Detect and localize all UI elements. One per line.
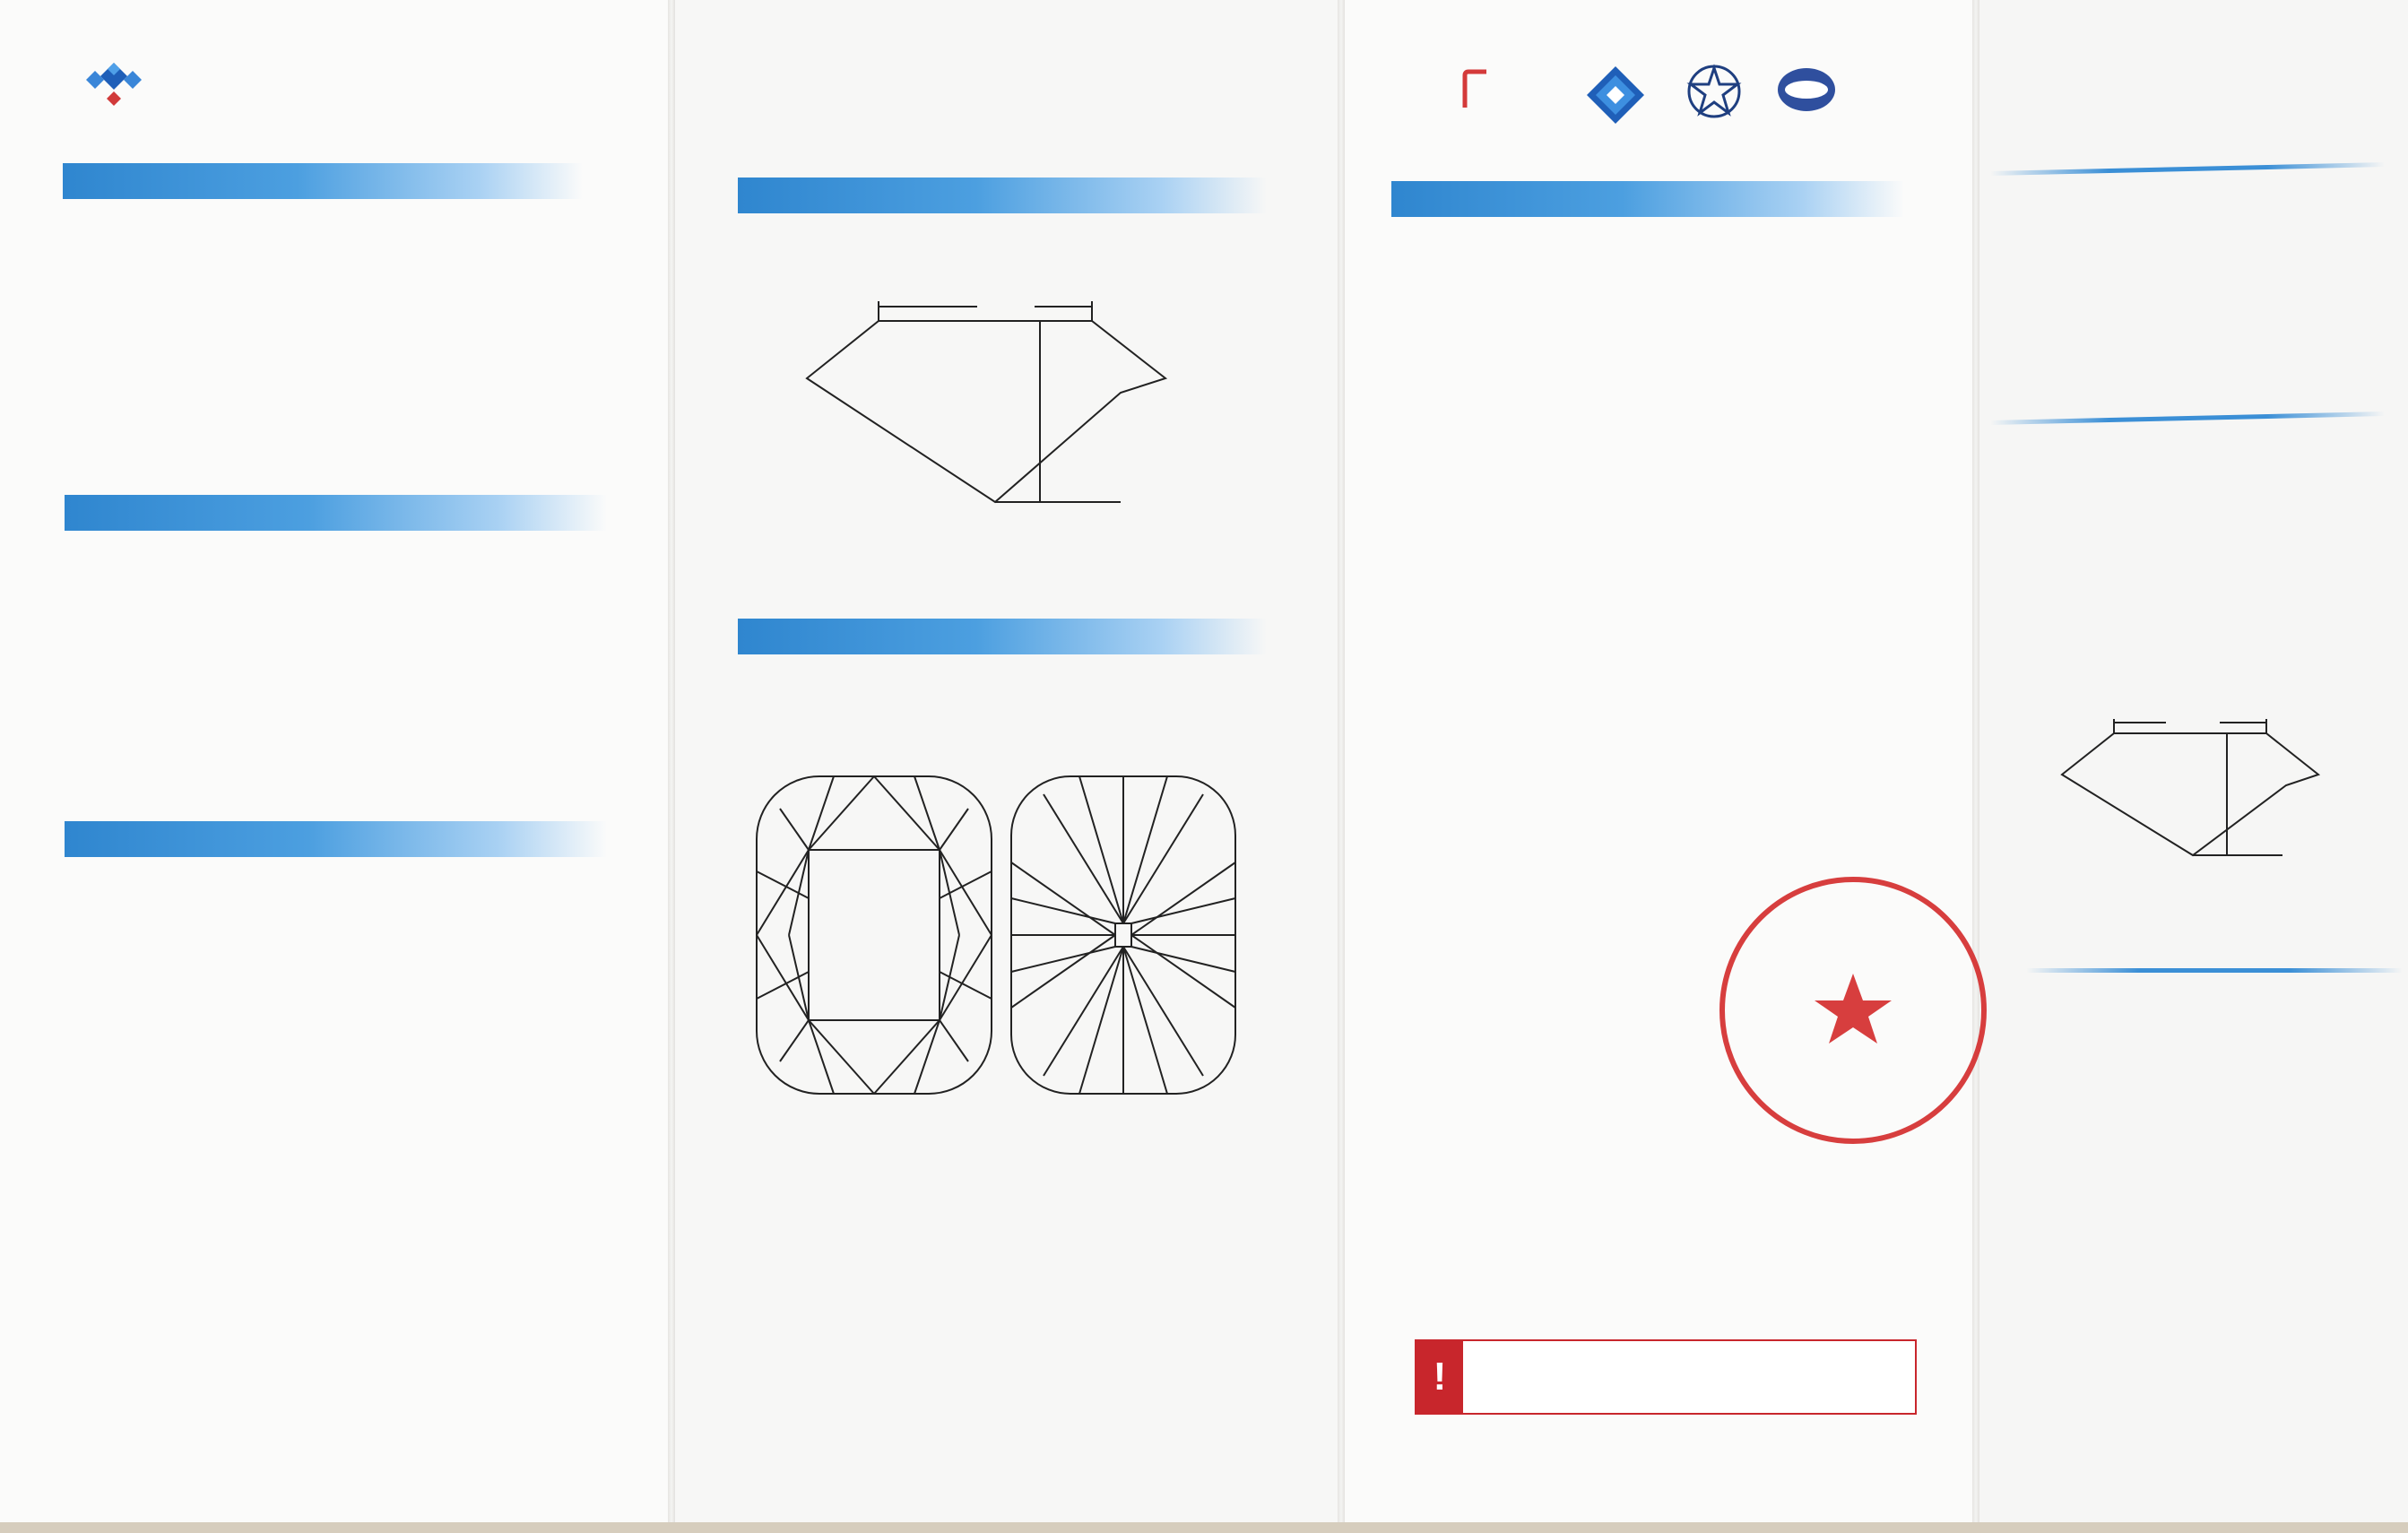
cut-scale — [1818, 314, 1908, 950]
fjk-logo-icon — [1685, 63, 1743, 120]
divider — [2026, 968, 2403, 973]
paper-edge-bottom — [0, 1522, 2408, 1533]
section-header-grading-scales — [1391, 181, 1904, 217]
section-header-conclusion — [63, 163, 583, 199]
section-header-grading-results — [65, 495, 607, 531]
exclamation-icon: ! — [1416, 1341, 1463, 1413]
color-scale — [1416, 314, 1506, 950]
cma-logo-icon — [1460, 68, 1542, 131]
barcode — [993, 1309, 1277, 1355]
summary-proportion-diagram — [2058, 708, 2327, 870]
panel-conclusion — [0, 0, 668, 1533]
fold-line — [1972, 0, 1979, 1533]
ngic-logo-icon — [82, 59, 145, 113]
section-header-clarity — [738, 619, 1267, 654]
pavilion-plot-diagram — [1008, 773, 1239, 1097]
qr-code[interactable] — [710, 1241, 823, 1354]
section-header-additional — [65, 821, 607, 857]
zjgj-logo-icon — [1775, 65, 1838, 134]
clarity-scale — [1603, 314, 1711, 950]
fold-line — [1338, 0, 1345, 1533]
crown-plot-diagram — [753, 773, 995, 1097]
section-header-proportions — [738, 178, 1267, 213]
proportion-diagram — [798, 285, 1192, 509]
diamond-logo-icon — [1583, 63, 1648, 127]
fold-line — [668, 0, 675, 1533]
official-seal-stamp — [1718, 875, 1988, 1146]
notice-box — [1415, 1339, 1917, 1415]
